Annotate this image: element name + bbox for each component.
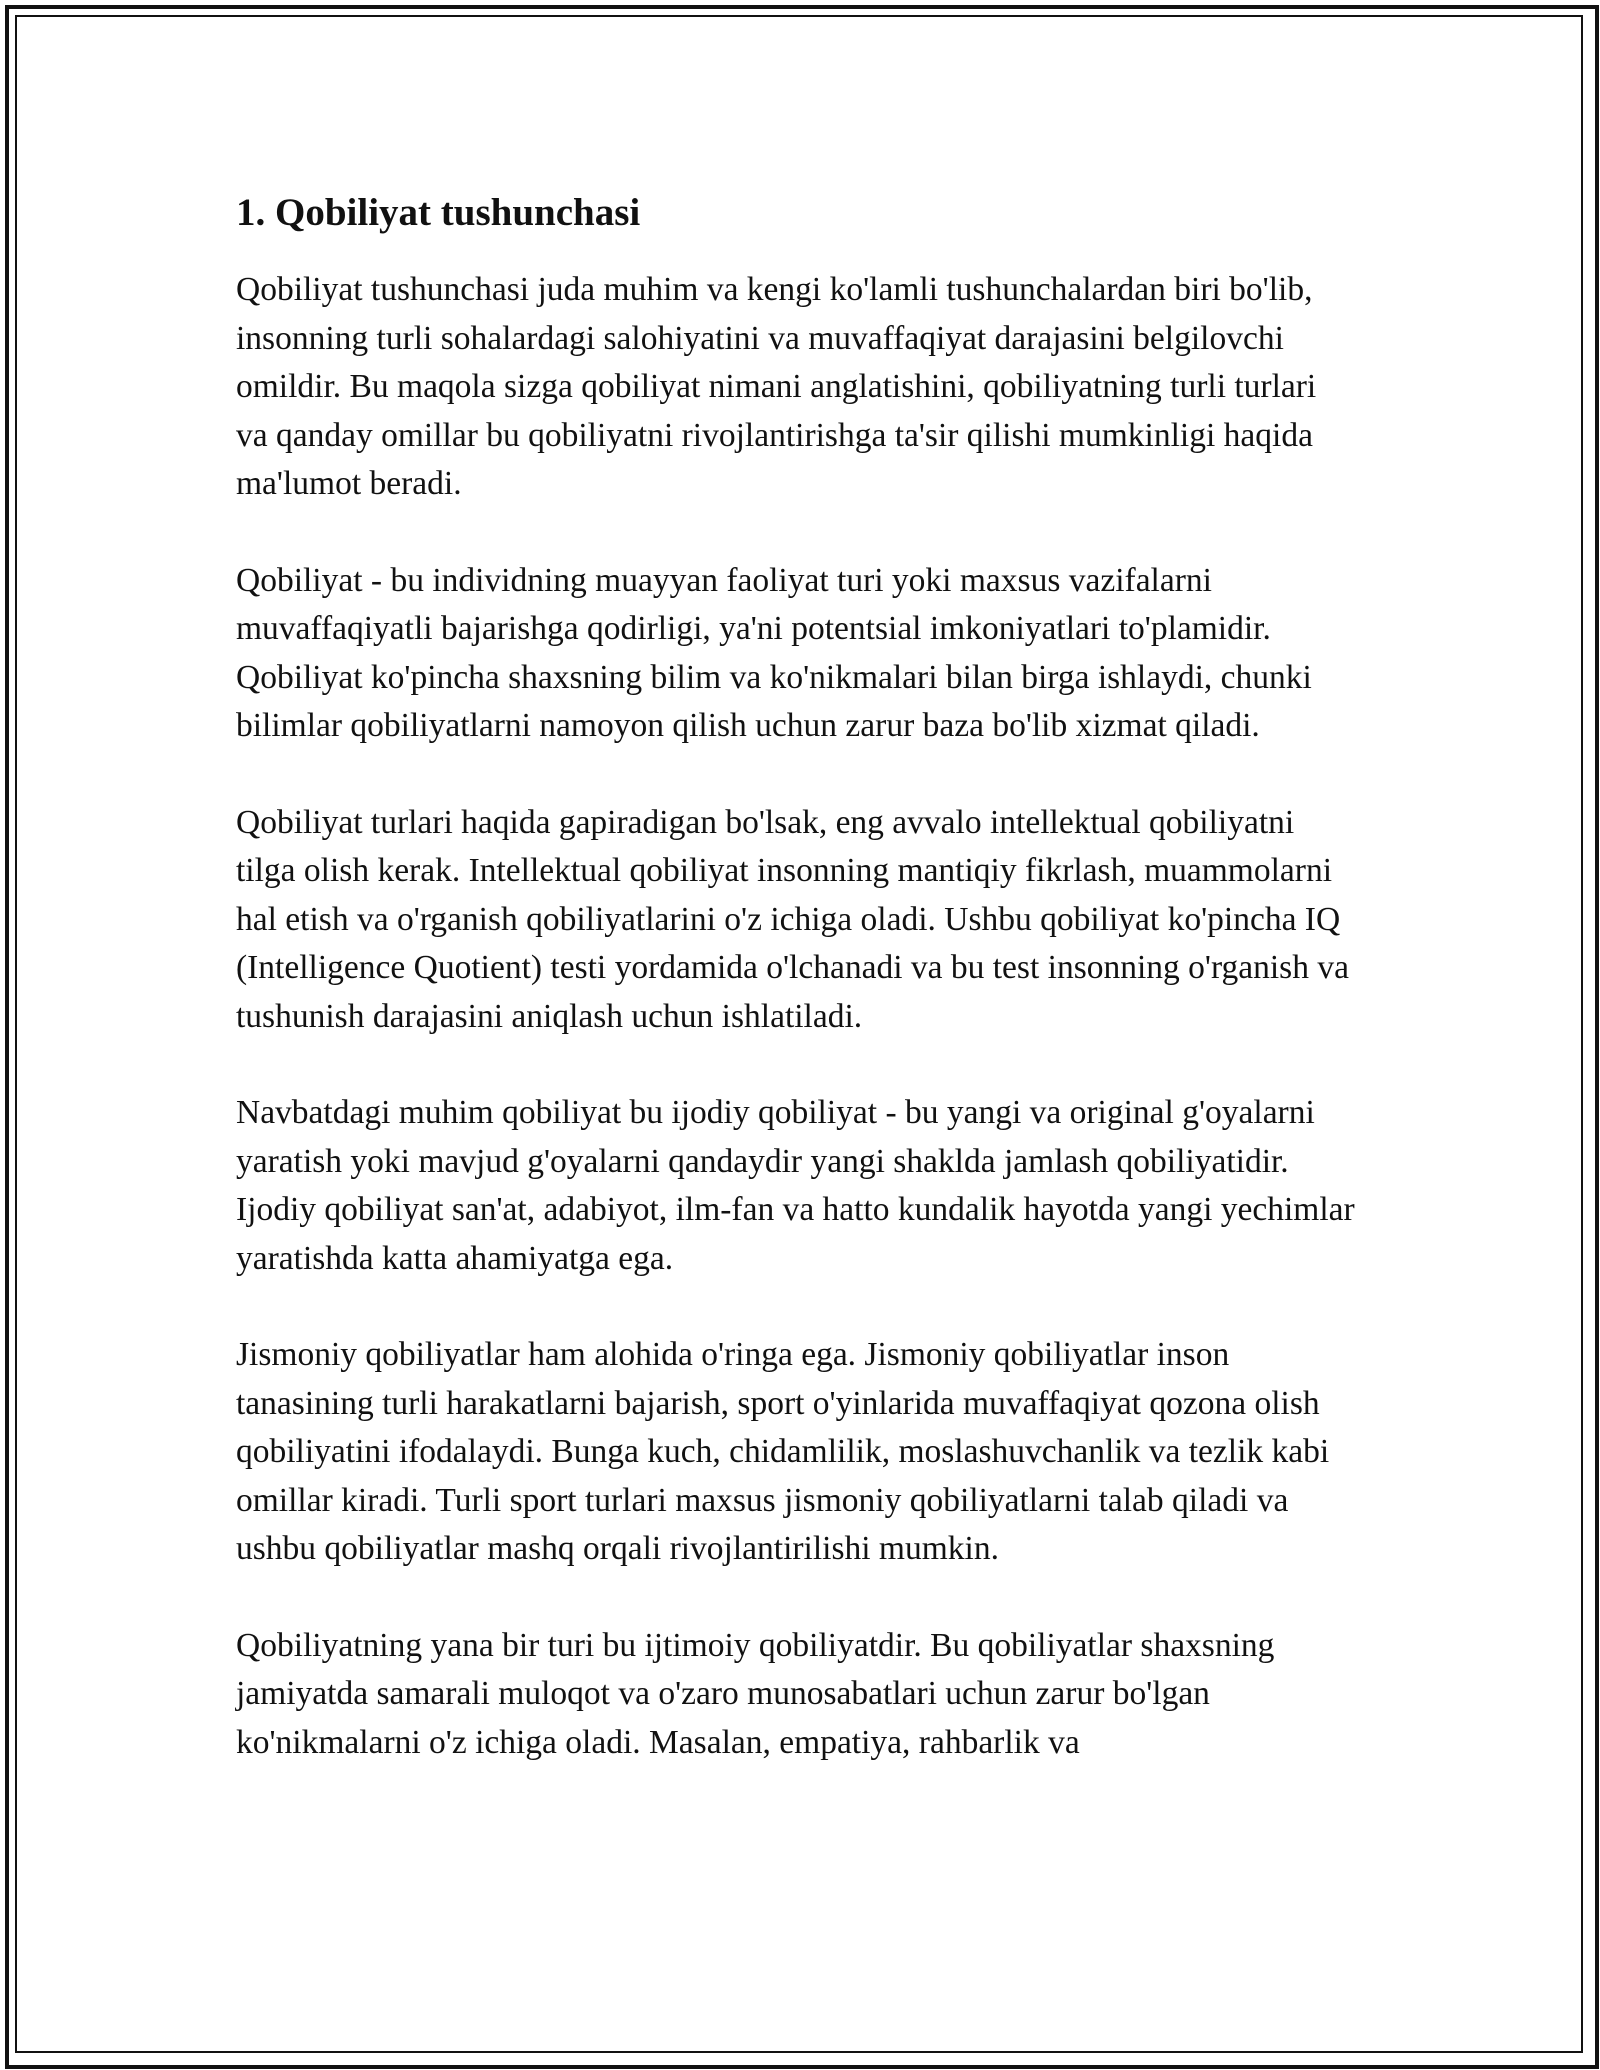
paragraph-social-ability: Qobiliyatning yana bir turi bu ijtimoiy qobiliyatdir. Bu qobiliyatlar shaxsning jamiyatda samarali muloqot va o'zaro munosabatlari uchun zarur bo'lgan ko'nikmalarni o'z ichiga oladi. Masalan, empatiya, rahbarlik va	[236, 1626, 1275, 1761]
document-body	[236, 186, 1356, 1815]
section-heading: 1. Qobiliyat tushunchasi	[236, 191, 641, 234]
paragraph-creative-ability: Navbatdagi muhim qobiliyat bu ijodiy qobiliyat - bu yangi va original g'oyalarni yaratish yoki mavjud g'oyalarni qandaydir yangi shaklda jamlash qobiliyatidir. Ijodiy qobiliyat san'at, adabiyot, ilm-fan va hatto kundalik hayotda yangi yechimlar yaratishda katta ahamiyatga ega.	[236, 1094, 1355, 1277]
paragraph-intellectual-ability: Qobiliyat turlari haqida gapiradigan bo'lsak, eng avvalo intellektual qobiliyatni tilga olish kerak. Intellektual qobiliyat insonning mantiqiy fikrlash, muammolarni hal etish va o'rganish qobiliyatlarini o'z ichiga oladi. Ushbu qobiliyat ko'pincha IQ (Intelligence Quotient) testi yordamida o'lchanadi va bu test insonning o'rganish va tushunish darajasini aniqlash uchun ishlatiladi.	[236, 803, 1349, 1035]
paragraph-definition: Qobiliyat - bu individning muayyan faoliyat turi yoki maxsus vazifalarni muvaffaqiyatli bajarishga qodirligi, ya'ni potentsial imkoniyatlari to'plamidir. Qobiliyat ko'pincha shaxsning bilim va ko'nikmalari bilan birga ishlaydi, chunki bilimlar qobiliyatlarni namoyon qilish uchun zarur baza bo'lib xizmat qiladi.	[236, 561, 1312, 744]
paragraph-definition-intro: Qobiliyat tushunchasi juda muhim va kengi ko'lamli tushunchalardan biri bo'lib, insonning turli sohalardagi salohiyatini va muvaffaqiyat darajasini belgilovchi omildir. Bu maqola sizga qobiliyat nimani anglatishini, qobiliyatning turli turlari va qanday omillar bu qobiliyatni rivojlantirishga ta'sir qilishi mumkinligi haqida ma'lumot beradi.	[236, 271, 1317, 502]
paragraph-physical-ability: Jismoniy qobiliyatlar ham alohida o'ringa ega. Jismoniy qobiliyatlar inson tanasining turli harakatlarni bajarish, sport o'yinlarida muvaffaqiyat qozona olish qobiliyatini ifodalaydi. Bunga kuch, chidamlilik, moslashuvchanlik va tezlik kabi omillar kiradi. Turli sport turlari maxsus jismoniy qobiliyatlarni talab qiladi va ushbu qobiliyatlar mashq orqali rivojlantirilishi mumkin.	[236, 1336, 1330, 1567]
